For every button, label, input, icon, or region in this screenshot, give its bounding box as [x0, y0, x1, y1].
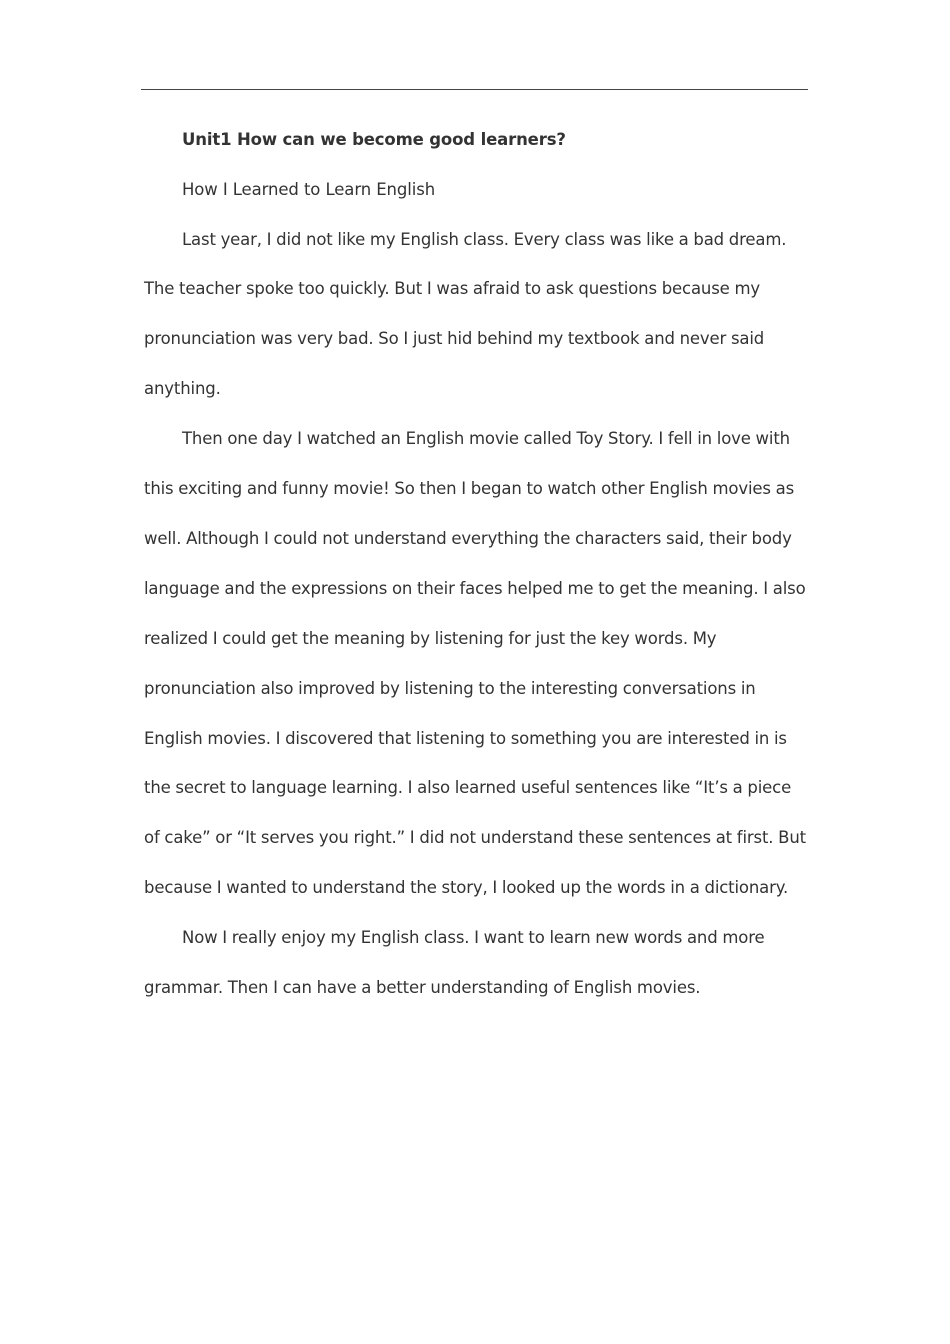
paragraph-3: Now I really enjoy my English class. I want to learn new words and more grammar. Then I can have a better understanding of English movies. [144, 928, 765, 998]
passage-text [144, 215, 806, 1014]
document-body [144, 127, 806, 1013]
paragraph-2: Then one day I watched an English movie called Toy Story. I fell in love with this exciting and funny movie! So then I began to watch other English movies as well. Although I could not understand everything the characters said, their body language and the expressions on their faces helped me to get the meaning. I also realized I could get the meaning by listening for just the key words. My pronunciation also improved by listening to the interesting conversations in English movies. I discovered that listening to something you are interested in is the secret to language learning. I also learned useful sentences like “It’s a piece of cake” or “It serves you right.” I did not understand these sentences at first. But because I wanted to understand the story, I looked up the words in a dictionary. [144, 429, 806, 898]
paragraph-1: Last year, I did not like my English class. Every class was like a bad dream. The teacher spoke too quickly. But I was afraid to ask questions because my pronunciation was very bad. So I just hid behind my textbook and never said anything. [144, 229, 787, 399]
header-rule [141, 89, 808, 90]
passage-title: How I Learned to Learn English [182, 180, 436, 199]
unit-title: Unit1 How can we become good learners? [182, 130, 566, 149]
